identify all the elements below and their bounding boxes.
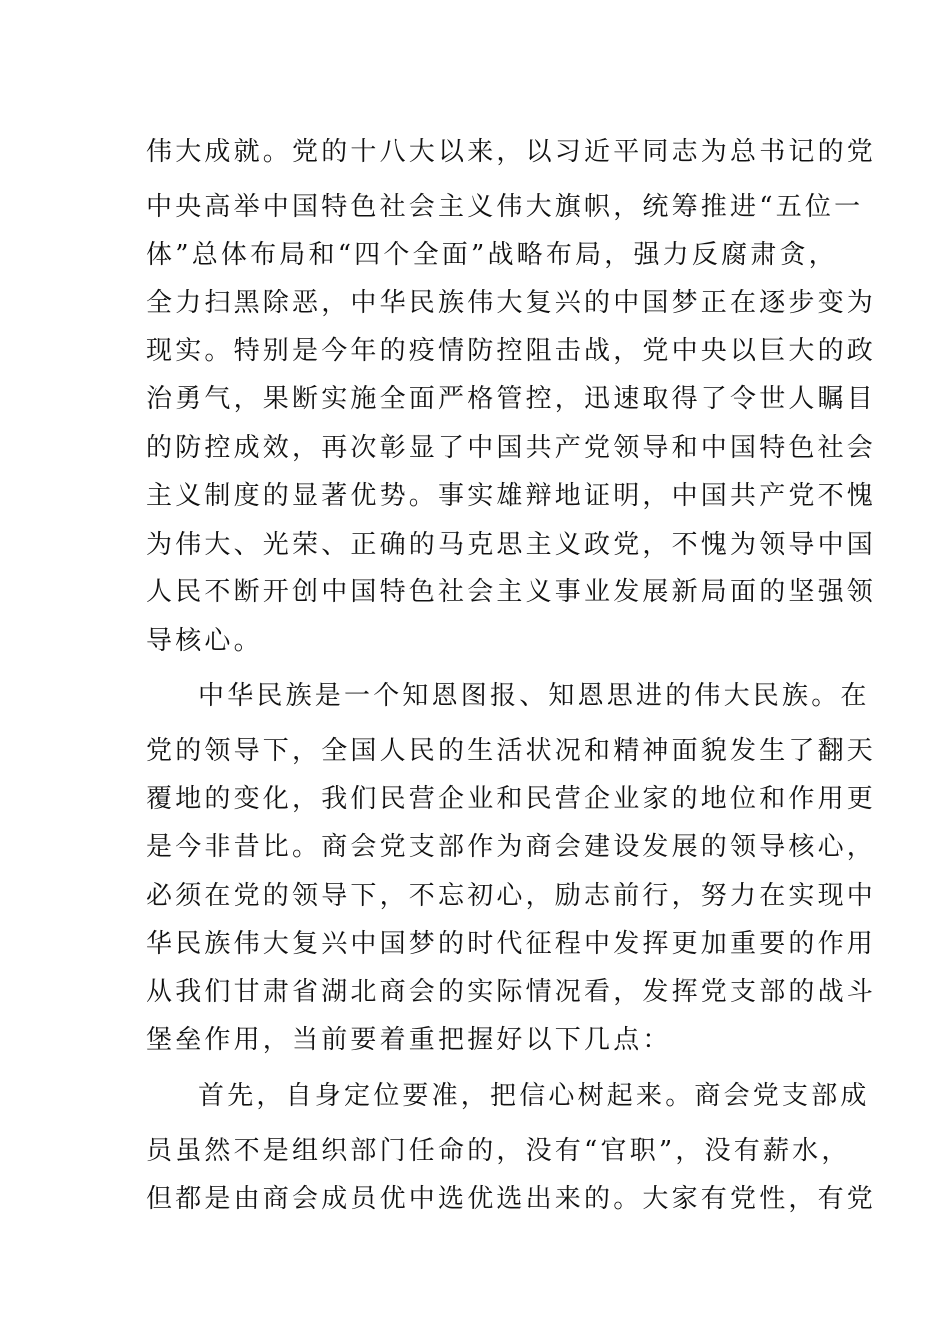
text-line: 员虽然不是组织部门任命的，没有“官职”，没有薪水，: [146, 1136, 851, 1166]
text-line: 体”总体布局和“四个全面”战略布局，强力反腐肃贪，: [146, 240, 838, 270]
text-line: 中央高举中国特色社会主义伟大旗帜，统筹推进“五位一: [146, 192, 864, 222]
text-line: 治勇气，果断实施全面严格管控，迅速取得了令世人瞩目: [146, 384, 877, 414]
text-line: 伟大成就。党的十八大以来，以习近平同志为总书记的党: [146, 137, 877, 167]
text-line: 党的领导下，全国人民的生活状况和精神面貌发生了翻天: [146, 736, 877, 766]
text-line: 导核心。: [146, 626, 263, 656]
text-line: 是今非昔比。商会党支部作为商会建设发展的领导核心，: [146, 832, 877, 862]
text-line: 人民不断开创中国特色社会主义事业发展新局面的坚强领: [146, 577, 877, 607]
text-line: 堡垒作用，当前要着重把握好以下几点：: [146, 1025, 672, 1055]
text-line: 必须在党的领导下，不忘初心，励志前行，努力在实现中: [146, 881, 877, 911]
text-line: 全力扫黑除恶，中华民族伟大复兴的中国梦正在逐步变为: [146, 288, 877, 318]
text-line: 为伟大、光荣、正确的马克思主义政党，不愧为领导中国: [146, 530, 877, 560]
text-line: 现实。特别是今年的疫情防控阻击战，党中央以巨大的政: [146, 336, 877, 366]
text-line: 但都是由商会成员优中选优选出来的。大家有党性，有党: [146, 1184, 877, 1214]
text-line: 主义制度的显著优势。事实雄辩地证明，中国共产党不愧: [146, 481, 877, 511]
text-line: 的防控成效，再次彰显了中国共产党领导和中国特色社会: [146, 433, 877, 463]
paragraph-first-line: 中华民族是一个知恩图报、知恩思进的伟大民族。在: [198, 681, 870, 711]
text-line: 覆地的变化，我们民营企业和民营企业家的地位和作用更: [146, 784, 877, 814]
text-line: 华民族伟大复兴中国梦的时代征程中发挥更加重要的作用: [146, 929, 877, 959]
text-line: 从我们甘肃省湖北商会的实际情况看，发挥党支部的战斗: [146, 977, 877, 1007]
paragraph-first-line: 首先，自身定位要准，把信心树起来。商会党支部成: [198, 1081, 870, 1111]
